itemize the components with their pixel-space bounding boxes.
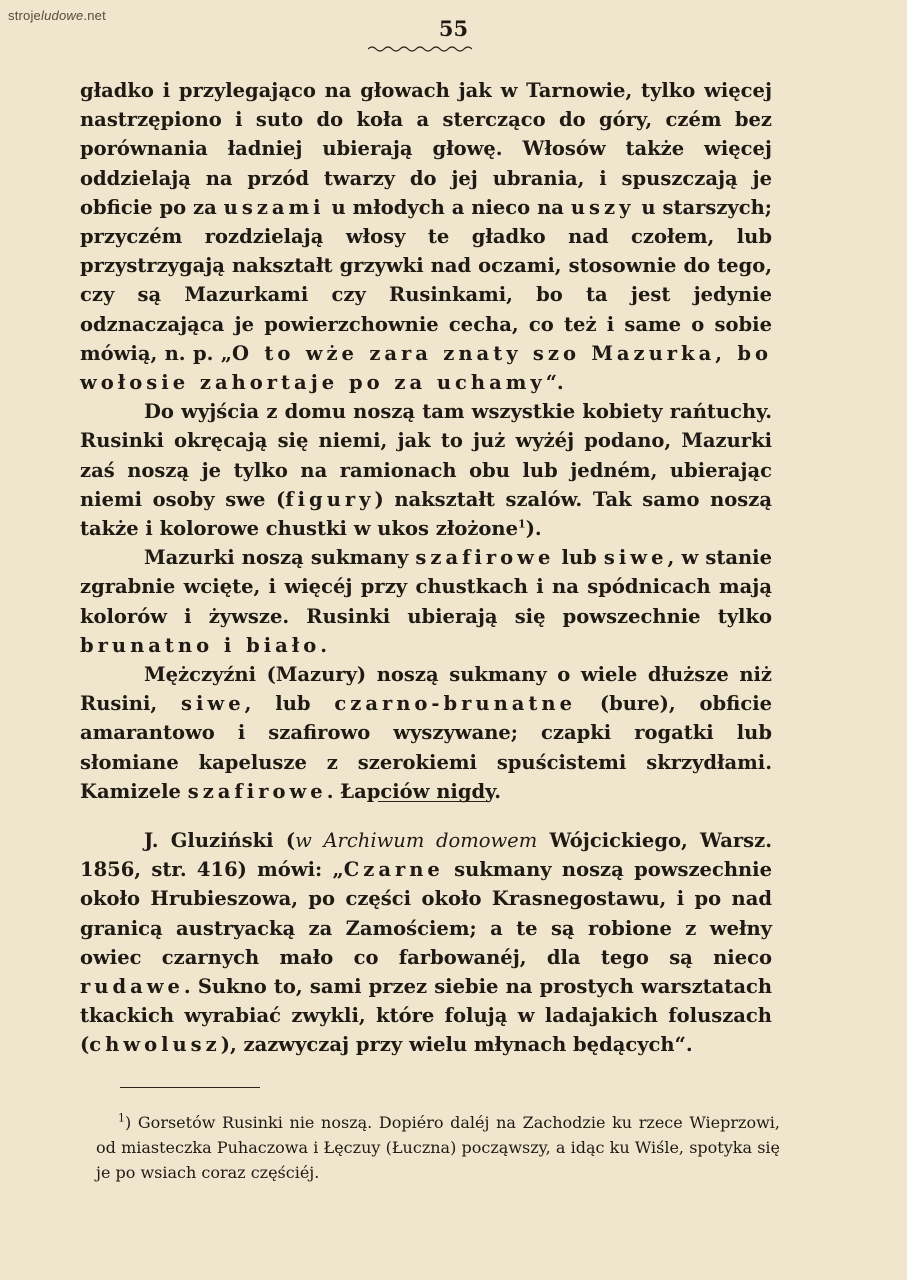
footnote-marker: 1 xyxy=(118,1111,125,1125)
section-divider xyxy=(378,801,490,802)
watermark-part3: .net xyxy=(83,8,106,23)
paragraph-3: Mazurki noszą sukmany szafirowe lub siwe, w stanie zgrabnie wcięte, i więcéj przy chustkach i na spódnicach mają kolorów i żywsze. Rusinki ubierają się powszechnie tylko brunatno i biało. xyxy=(80,546,772,657)
quote-paragraph: J. Gluziński (w Archiwum domowem Wójcickiego, Warsz. 1856, str. 416) mówi: „Czarne sukmany noszą powszechnie około Hrubieszowa, po części około Krasnegostawu, i po nad granicą austryacką za Zamościem; a te są robione z wełny owiec czarnych mało co farbowanéj, dla tego są nieco rudawe. Sukno to, sami przez siebie na prostych warsztatach tkackich wyrabiać zwykli, które folują w ladajakich foluszach (chwolusz), zazwyczaj przy wielu młynach będących“. xyxy=(80,829,772,1057)
paragraph-2: Do wyjścia z domu noszą tam wszystkie kobiety rańtuchy. Rusinki okręcają się niemi, jak to już wyżéj podano, Mazurki zaś noszą je tylko na ramionach obu lub jedném, ubierając niemi osoby swe (figury) nakształt szalów. Tak samo noszą także i kolorowe chustki w ukos złożone$^1$). xyxy=(80,400,772,541)
footnote-reference[interactable]: 1 xyxy=(518,517,526,531)
page-number: 55 xyxy=(438,16,469,41)
footnote-rule xyxy=(120,1087,260,1088)
footnote xyxy=(96,1110,780,1185)
wavy-ornament-icon xyxy=(368,45,472,53)
quote-block xyxy=(80,826,772,1060)
paragraph-4: Mężczyźni (Mazury) noszą sukmany o wiele dłuższe niż Rusini, siwe, lub czarno-brunatne (bure), obficie amarantowo i szafirowo wyszywane; czapki rogatki lub słomiane kapelusze z szerokiemi spuścistemi skrzydłami. Kamizele szafirowe. Łapciów nigdy. xyxy=(80,663,773,803)
paragraph-1: gładko i przylegająco na głowach jak w Tarnowie, tylko więcej nastrzępiono i suto do koła a stercząco do góry, czém bez porównania ładniej ubierają głowę. Włosów także więcej oddzielają na przód twarzy do jej ubrania, i spuszczają je obficie po za uszami u młodych a nieco na uszy u starszych; przyczém rozdzielają włosy te gładko nad czołem, lub przystrzygają nakształt grzywki nad oczami, stosownie do tego, czy są Mazurkami czy Rusinkami, bo ta jest jedynie odznaczająca je powierzchownie cecha, co też i same o sobie mówią, n. p. „O to wże zara znaty szo Mazurka, bo wołosie zahortaje po za uchamy“. xyxy=(80,79,773,395)
footnote-text: ) Gorsetów Rusinki nie noszą. Dopiéro daléj na Zachodzie ku rzece Wieprzowi, od miasteczka Puhaczowa i Łęczuy (Łuczna) począwszy, a idąc ku Wiśle, spotyka się je po wsiach coraz częściéj. xyxy=(96,1113,780,1182)
watermark-part2: ludowe xyxy=(41,8,84,23)
main-text-top xyxy=(80,76,772,806)
watermark-part1: stroje xyxy=(8,8,41,23)
